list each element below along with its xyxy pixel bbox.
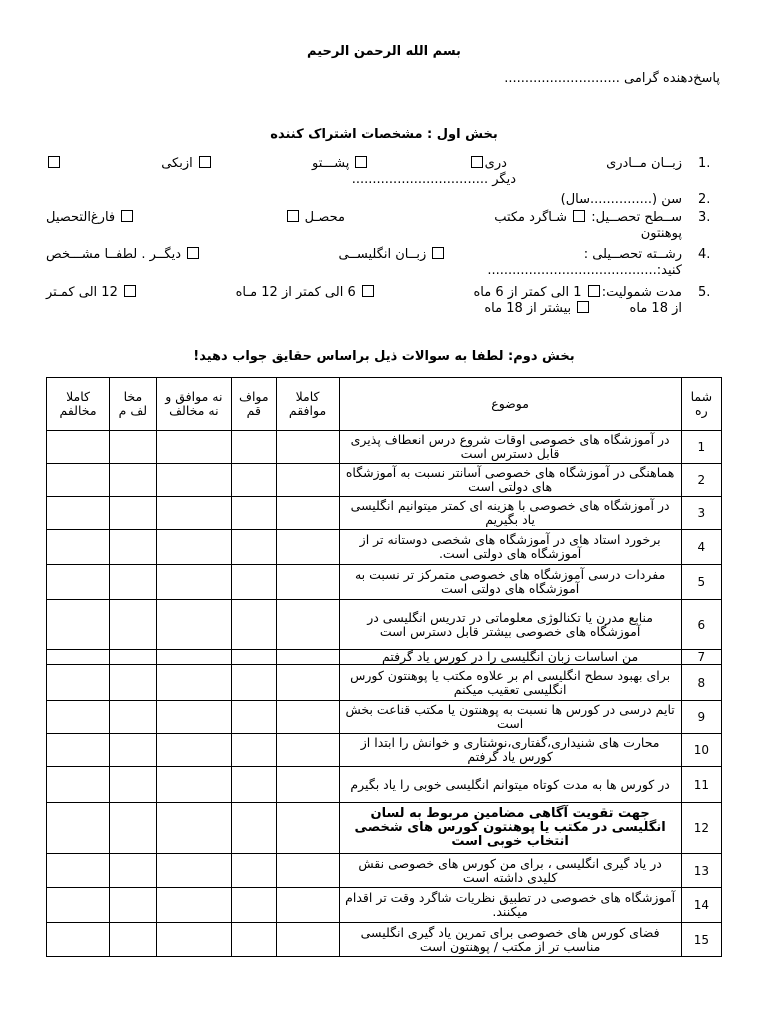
row-topic: من اساسات زبان انگلیسی را در کورس یاد گرفتم — [339, 650, 681, 665]
answer-cell-strongly-agree[interactable] — [276, 854, 339, 888]
answer-cell-disagree[interactable] — [110, 803, 157, 854]
row-topic: جهت تقویت آگاهی مضامین مربوط به لسان انگلیسی در مکتب یا پوهنتون کورس های شخصی انتخاب خوبی است — [339, 803, 681, 854]
checkbox[interactable] — [573, 210, 585, 222]
answer-cell-neutral[interactable] — [156, 650, 231, 665]
question-number: 2. — [698, 192, 711, 207]
question-label: رشــته تحصــیلی : — [583, 247, 682, 262]
table-row — [47, 600, 722, 650]
row-topic: آموزشگاه های خصوصی در تطبیق نظریات شاگرد وقت تر اقدام میکنند. — [339, 888, 681, 923]
answer-cell-strongly-agree[interactable] — [276, 565, 339, 600]
checkbox[interactable] — [287, 210, 299, 222]
section1-heading: بخش اول : مشخصات اشتراک کننده — [270, 127, 498, 142]
row-topic: در آموزشگاه های خصوصی با هزینه ای کمتر میتوانیم انگلیسی یاد بگیریم — [339, 497, 681, 530]
checkbox[interactable] — [355, 156, 367, 168]
answer-cell-agree[interactable] — [232, 665, 276, 701]
answer-cell-neutral[interactable] — [156, 734, 231, 767]
table-row — [47, 734, 722, 767]
option-12-18-months: 12 الی کمـتر — [46, 285, 138, 301]
answer-cell-strongly-agree[interactable] — [276, 734, 339, 767]
table-header-row — [47, 378, 722, 431]
option-1-6-months: مدت شمولیت: 1 الی کمتر از 6 ماه — [473, 285, 682, 300]
row-topic: فضای کورس های خصوصی برای تمرین یاد گیری انگلیسی مناسب تر از مکتب / پوهنتون است — [339, 923, 681, 957]
answer-cell-neutral[interactable] — [156, 665, 231, 701]
answer-cell-strongly-disagree[interactable] — [47, 530, 110, 565]
answer-cell-agree[interactable] — [232, 854, 276, 888]
col-agree: مواف قم — [232, 378, 276, 431]
row-number: 5 — [681, 565, 721, 600]
question-2 — [46, 192, 722, 208]
row-number: 8 — [681, 665, 721, 701]
answer-cell-disagree[interactable] — [110, 650, 157, 665]
survey-table — [46, 377, 722, 957]
table-row — [47, 565, 722, 600]
answer-cell-strongly-disagree[interactable] — [47, 701, 110, 734]
question-5 — [46, 285, 722, 319]
answer-cell-strongly-disagree[interactable] — [47, 431, 110, 464]
answer-cell-strongly-agree[interactable] — [276, 464, 339, 497]
answer-cell-agree[interactable] — [232, 734, 276, 767]
table-row — [47, 701, 722, 734]
page-title: بسم الله الرحمن الرحیم — [307, 44, 461, 59]
answer-cell-disagree[interactable] — [110, 767, 157, 803]
answer-cell-strongly-disagree[interactable] — [47, 803, 110, 854]
answer-cell-strongly-disagree[interactable] — [47, 565, 110, 600]
answer-cell-disagree[interactable] — [110, 565, 157, 600]
answer-cell-neutral[interactable] — [156, 464, 231, 497]
table-row — [47, 888, 722, 923]
question-label: زبــان مــادری — [606, 156, 682, 171]
answer-cell-disagree[interactable] — [110, 854, 157, 888]
table-row — [47, 431, 722, 464]
answer-cell-neutral[interactable] — [156, 530, 231, 565]
answer-cell-neutral[interactable] — [156, 565, 231, 600]
answer-cell-neutral[interactable] — [156, 497, 231, 530]
answer-cell-disagree[interactable] — [110, 701, 157, 734]
question-3 — [46, 210, 722, 244]
checkbox[interactable] — [199, 156, 211, 168]
section2-heading: بخش دوم: لطفا به سوالات ذیل براساس حقایق جواب دهید! — [193, 349, 575, 364]
answer-cell-agree[interactable] — [232, 767, 276, 803]
answer-cell-disagree[interactable] — [110, 888, 157, 923]
table-row — [47, 923, 722, 957]
question-1 — [46, 156, 722, 190]
answer-cell-agree[interactable] — [232, 497, 276, 530]
answer-cell-neutral[interactable] — [156, 701, 231, 734]
table-row — [47, 767, 722, 803]
answer-cell-agree[interactable] — [232, 888, 276, 923]
answer-cell-strongly-disagree[interactable] — [47, 464, 110, 497]
row-topic: مفردات درسی آموزشگاه های خصوصی متمرکز تر نسبت به آموزشگاه های دولتی است — [339, 565, 681, 600]
checkbox[interactable] — [432, 247, 444, 259]
question-4 — [46, 247, 722, 281]
option-6-12-months: 6 الی کمتر از 12 مـاه — [236, 285, 376, 301]
answer-cell-strongly-agree[interactable] — [276, 665, 339, 701]
row-topic: منابع مدرن یا تکنالوژی معلوماتی در تدریس انگلیسی در آموزشگاه های خصوصی بیشتر قابل دسترس است — [339, 600, 681, 650]
table-row — [47, 650, 722, 665]
col-strongly-disagree: کاملا مخالفم — [47, 378, 110, 431]
col-strongly-agree: کاملا موافقم — [276, 378, 339, 431]
answer-cell-agree[interactable] — [232, 530, 276, 565]
answer-cell-agree[interactable] — [232, 923, 276, 957]
answer-cell-neutral[interactable] — [156, 431, 231, 464]
checkbox[interactable] — [362, 285, 374, 297]
answer-cell-strongly-agree[interactable] — [276, 923, 339, 957]
question-number: 1. — [698, 156, 711, 171]
answer-cell-neutral[interactable] — [156, 923, 231, 957]
answer-cell-strongly-disagree[interactable] — [47, 854, 110, 888]
answer-cell-strongly-disagree[interactable] — [47, 665, 110, 701]
answer-cell-strongly-agree[interactable] — [276, 701, 339, 734]
answer-cell-disagree[interactable] — [110, 600, 157, 650]
answer-cell-disagree[interactable] — [110, 665, 157, 701]
answer-cell-strongly-disagree[interactable] — [47, 600, 110, 650]
row-topic: تایم درسی در کورس ها نسبت به پوهنتون یا مکتب قناعت بخش است — [339, 701, 681, 734]
row-number: 15 — [681, 923, 721, 957]
row-number: 12 — [681, 803, 721, 854]
option-other — [46, 156, 62, 172]
row-number: 4 — [681, 530, 721, 565]
answer-cell-agree[interactable] — [232, 565, 276, 600]
answer-cell-disagree[interactable] — [110, 530, 157, 565]
checkbox[interactable] — [471, 156, 483, 168]
salutation: پاسخ‌دهنده گرامی ............................ — [504, 71, 720, 86]
answer-cell-neutral[interactable] — [156, 854, 231, 888]
row-topic: محارت های شنیداری،گفتاری،نوشتاری و خوانش را ابتدا از کورس یاد گرفتم — [339, 734, 681, 767]
answer-cell-neutral[interactable] — [156, 767, 231, 803]
question-number: 4. — [698, 247, 711, 262]
answer-cell-disagree[interactable] — [110, 464, 157, 497]
option-pashto: پشـــتو — [312, 156, 369, 172]
row-topic: برای بهبود سطح انگلیسی ام بر علاوه مکتب یا پوهنتون کورس انگلیسی تعقیب میکنم — [339, 665, 681, 701]
option-uzbek: ازبکی — [161, 156, 213, 172]
row-number: 9 — [681, 701, 721, 734]
col-number: شما ره — [681, 378, 721, 431]
table-row — [47, 854, 722, 888]
answer-cell-agree[interactable] — [232, 803, 276, 854]
answer-cell-strongly-agree[interactable] — [276, 767, 339, 803]
option-other-field: دیگــر . لطفــا مشـــخص — [46, 247, 201, 263]
checkbox[interactable] — [588, 285, 600, 297]
answer-cell-strongly-agree[interactable] — [276, 650, 339, 665]
question-number: 5. — [698, 285, 711, 300]
answer-cell-agree[interactable] — [232, 701, 276, 734]
col-topic: موضوع — [339, 378, 681, 431]
answer-cell-disagree[interactable] — [110, 923, 157, 957]
answer-cell-disagree[interactable] — [110, 431, 157, 464]
answer-cell-strongly-agree[interactable] — [276, 803, 339, 854]
answer-cell-strongly-disagree[interactable] — [47, 734, 110, 767]
row-number: 3 — [681, 497, 721, 530]
answer-cell-strongly-agree[interactable] — [276, 497, 339, 530]
row-number: 2 — [681, 464, 721, 497]
question-number: 3. — [698, 210, 711, 225]
checkbox[interactable] — [121, 210, 133, 222]
option-graduate: فارغ‌التحصیل — [46, 210, 135, 226]
checkbox[interactable] — [187, 247, 199, 259]
answer-cell-disagree[interactable] — [110, 497, 157, 530]
question-line2: از 18 ماه بیشتر از 18 ماه — [484, 301, 682, 316]
row-number: 14 — [681, 888, 721, 923]
answer-cell-strongly-agree[interactable] — [276, 431, 339, 464]
table-row — [47, 665, 722, 701]
answer-cell-strongly-disagree[interactable] — [47, 888, 110, 923]
row-number: 10 — [681, 734, 721, 767]
table-row — [47, 464, 722, 497]
row-number: 1 — [681, 431, 721, 464]
question-line2: کنید:......................................... — [487, 263, 682, 278]
answer-cell-neutral[interactable] — [156, 600, 231, 650]
row-topic: برخورد استاد های در آموزشگاه های شخصی دوستانه تر از آموزشگاه های دولتی است. — [339, 530, 681, 565]
checkbox[interactable] — [124, 285, 136, 297]
row-topic: در یاد گیری انگلیسی ، برای من کورس های خصوصی نقش کلیدی داشته است — [339, 854, 681, 888]
row-topic: هماهنگی در آموزشگاه های خصوصی آسانتر نسبت به آموزشگاه های دولتی است — [339, 464, 681, 497]
option-school-student: ســطح تحصــیل: شـاگرد مکتب — [494, 210, 682, 225]
answer-cell-disagree[interactable] — [110, 734, 157, 767]
row-topic: در کورس ها به مدت کوتاه میتوانم انگلیسی خوبی را یاد بگیرم — [339, 767, 681, 803]
table-row — [47, 497, 722, 530]
option-university-student: محصـل — [285, 210, 345, 226]
answer-cell-strongly-disagree[interactable] — [47, 923, 110, 957]
answer-cell-strongly-agree[interactable] — [276, 530, 339, 565]
answer-cell-agree[interactable] — [232, 650, 276, 665]
answer-cell-strongly-agree[interactable] — [276, 600, 339, 650]
checkbox[interactable] — [577, 301, 589, 313]
row-number: 7 — [681, 650, 721, 665]
row-number: 11 — [681, 767, 721, 803]
answer-cell-agree[interactable] — [232, 600, 276, 650]
table-row — [47, 530, 722, 565]
table-row — [47, 803, 722, 854]
row-number: 6 — [681, 600, 721, 650]
row-topic: در آموزشگاه های خصوصی اوقات شروع درس انعطاف پذیری قابل دسترس است — [339, 431, 681, 464]
question-line2: دیگر ................................. — [351, 172, 516, 187]
col-disagree: مخا لف م — [110, 378, 157, 431]
option-dari: دری — [469, 156, 507, 172]
answer-cell-strongly-disagree[interactable] — [47, 767, 110, 803]
question-line2: پوهنتون — [640, 226, 682, 241]
row-number: 13 — [681, 854, 721, 888]
question-label: سن (...............سال) — [560, 192, 682, 207]
option-english: زبــان انگلیســی — [338, 247, 446, 263]
answer-cell-neutral[interactable] — [156, 803, 231, 854]
answer-cell-strongly-agree[interactable] — [276, 888, 339, 923]
col-neutral: نه موافق و نه مخالف — [156, 378, 231, 431]
answer-cell-strongly-disagree[interactable] — [47, 497, 110, 530]
checkbox[interactable] — [48, 156, 60, 168]
answer-cell-agree[interactable] — [232, 431, 276, 464]
answer-cell-strongly-disagree[interactable] — [47, 650, 110, 665]
answer-cell-neutral[interactable] — [156, 888, 231, 923]
answer-cell-agree[interactable] — [232, 464, 276, 497]
